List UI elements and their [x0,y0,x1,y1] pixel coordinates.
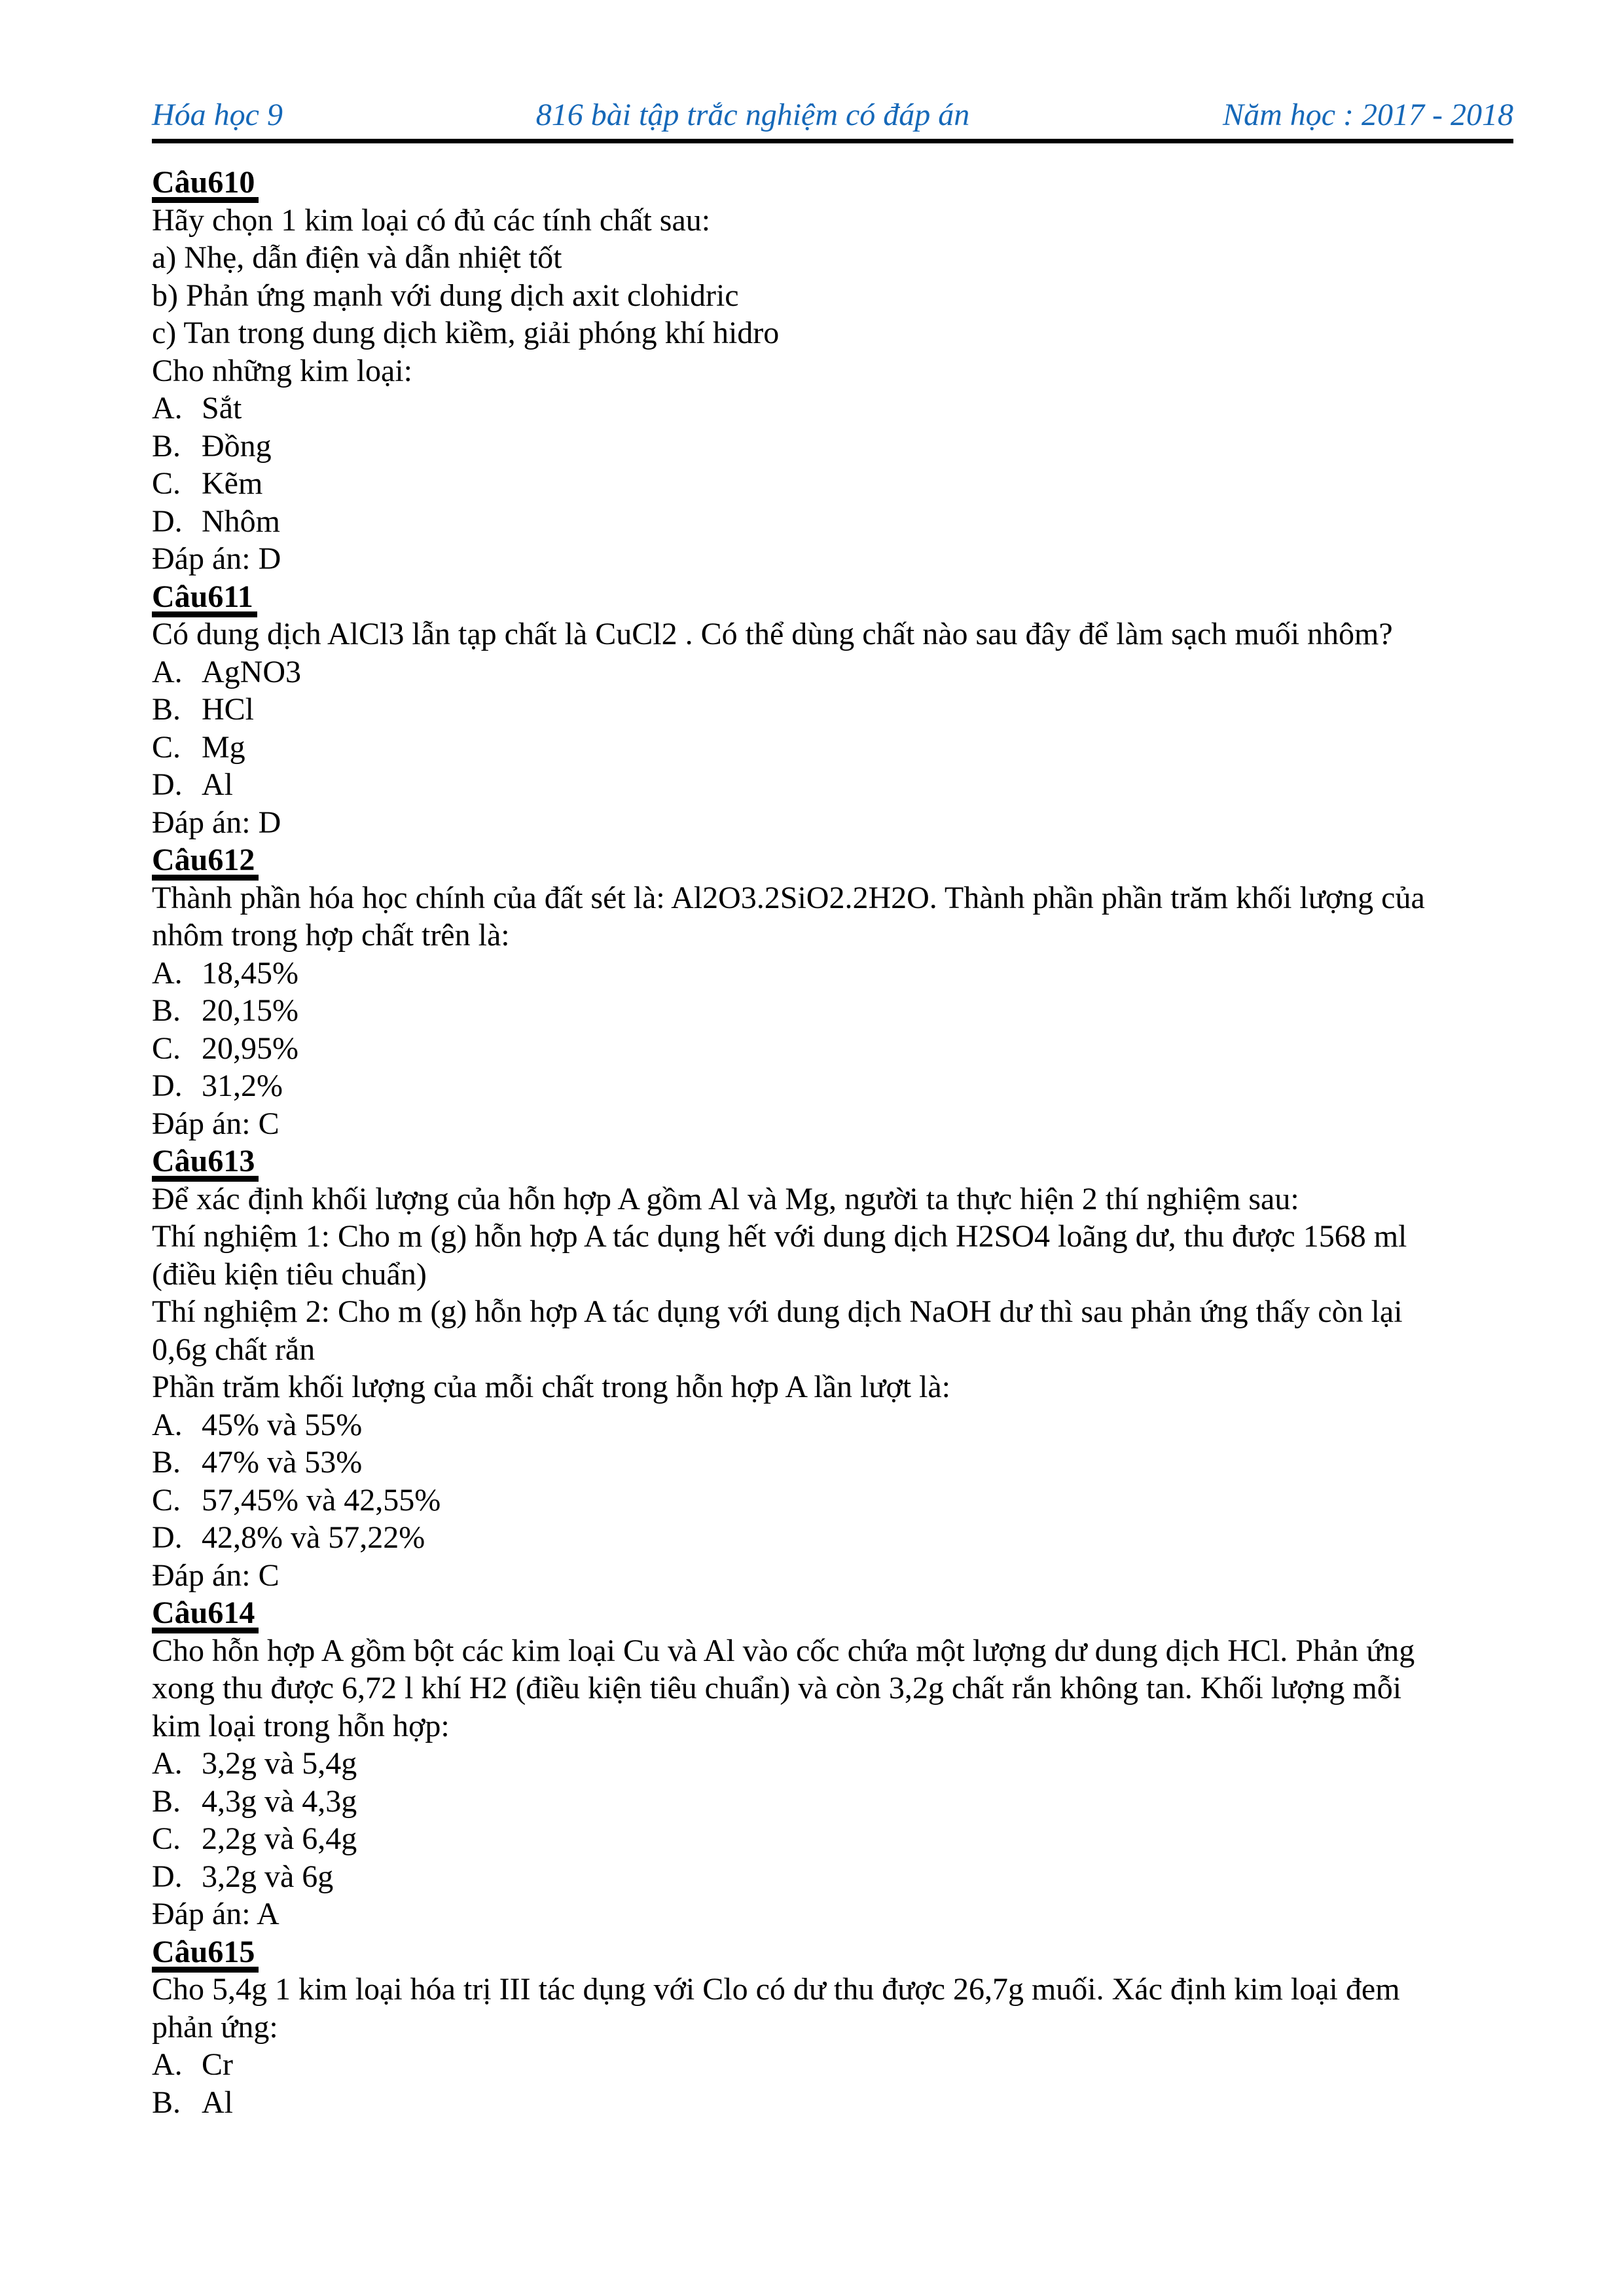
page-header [152,0,1513,132]
answer-line: Đáp án: C [152,1558,280,1593]
question-line: xong thu được 6,72 l khí H2 (điều kiện tiêu chuẩn) và còn 3,2g chất rắn không tan. Khối lượng mỗi [152,1671,1402,1705]
question-number: Câu612 [152,841,259,881]
option-label: D. [152,503,183,539]
option-row [152,2046,1513,2084]
option-label: C. [152,1821,181,1856]
option-label: A. [152,1407,183,1442]
option-row [152,503,1513,541]
answer-line: Đáp án: D [152,805,281,840]
option-text: 20,15% [202,993,298,1028]
option-label: B. [152,1445,181,1480]
document-body [152,164,1513,2121]
option-row [152,465,1513,503]
option-label: A. [152,2047,183,2082]
question-line: Thí nghiệm 2: Cho m (g) hỗn hợp A tác dụng với dung dịch NaOH dư thì sau phản ứng thấy còn lại [152,1294,1403,1329]
option-row [152,729,1513,767]
question-line: 0,6g chất rắn [152,1332,316,1367]
option-text: 47% và 53% [202,1445,363,1480]
option-label: A. [152,391,183,426]
question-block [152,1594,1513,1933]
option-text: 18,45% [202,955,298,991]
option-row [152,1858,1513,1896]
question-block [152,164,1513,578]
option-row [152,766,1513,804]
question-line: c) Tan trong dung dịch kiềm, giải phóng khí hidro [152,316,780,350]
option-row [152,1067,1513,1105]
question-number: Câu611 [152,578,257,617]
option-row [152,1820,1513,1858]
option-text: HCl [202,692,255,727]
question-number: Câu613 [152,1142,259,1182]
header-title: 816 bài tập trắc nghiệm có đáp án [535,98,970,132]
option-text: AgNO3 [202,654,301,689]
option-label: A. [152,654,183,689]
option-label: C. [152,729,181,765]
option-row [152,2084,1513,2122]
option-label: A. [152,1746,183,1781]
answer-line: Đáp án: A [152,1897,280,1931]
question-line: Để xác định khối lượng của hỗn hợp A gồm Al và Mg, người ta thực hiện 2 thí nghiệm sau: [152,1181,1299,1216]
option-row [152,1030,1513,1068]
option-text: 20,95% [202,1030,298,1066]
option-label: B. [152,2085,181,2120]
option-row [152,1406,1513,1444]
option-text: 42,8% và 57,22% [202,1520,425,1555]
option-text: Al [202,2085,233,2120]
option-text: Đồng [202,428,272,464]
option-label: B. [152,692,181,727]
question-line: Có dung dịch AlCl3 lẫn tạp chất là CuCl2 . Có thể dùng chất nào sau đây để làm sạch muối nhôm? [152,617,1393,651]
option-row [152,992,1513,1030]
question-block [152,841,1513,1142]
question-line: Thí nghiệm 1: Cho m (g) hỗn hợp A tác dụng hết với dung dịch H2SO4 loãng dư, thu được 1568 ml [152,1219,1407,1254]
question-heading [152,578,1513,616]
question-block [152,578,1513,842]
option-label: D. [152,767,183,802]
option-label: D. [152,1859,183,1894]
option-row [152,428,1513,465]
option-text: Mg [202,729,245,765]
question-block [152,1142,1513,1594]
option-text: Cr [202,2047,233,2082]
question-line: Thành phần hóa học chính của đất sét là: Al2O3.2SiO2.2H2O. Thành phần phần trăm khối lượng của [152,880,1425,915]
option-text: Sắt [202,391,242,426]
question-block [152,1933,1513,2122]
option-text: 2,2g và 6,4g [202,1821,357,1856]
question-line: nhôm trong hợp chất trên là: [152,918,510,953]
question-number: Câu614 [152,1594,259,1633]
option-row [152,1745,1513,1783]
option-text: 3,2g và 5,4g [202,1746,357,1781]
option-label: B. [152,1783,181,1819]
question-heading [152,1142,1513,1180]
question-line: a) Nhẹ, dẫn điện và dẫn nhiệt tốt [152,240,562,275]
answer-line: Đáp án: C [152,1106,280,1141]
header-school-year: Năm học : 2017 - 2018 [1223,98,1513,132]
option-text: 45% và 55% [202,1407,363,1442]
option-row [152,955,1513,993]
question-line: Cho hỗn hợp A gồm bột các kim loại Cu và Al vào cốc chứa một lượng dư dung dịch HCl. Phản ứng [152,1633,1415,1668]
option-text: 57,45% và 42,55% [202,1482,441,1518]
question-line: Cho 5,4g 1 kim loại hóa trị III tác dụng với Clo có dư thu được 26,7g muối. Xác định kim loại đem [152,1972,1400,2007]
question-line: Phần trăm khối lượng của mỗi chất trong hỗn hợp A lần lượt là: [152,1370,951,1404]
question-line: b) Phản ứng mạnh với dung dịch axit clohidric [152,278,739,313]
header-rule [152,139,1513,143]
option-label: C. [152,466,181,501]
option-row [152,390,1513,428]
question-heading [152,1594,1513,1632]
question-line: kim loại trong hỗn hợp: [152,1708,450,1743]
option-text: 31,2% [202,1068,283,1103]
option-row [152,1444,1513,1482]
option-text: Al [202,767,233,802]
question-line: phản ứng: [152,2009,278,2045]
option-label: D. [152,1520,183,1555]
option-label: B. [152,993,181,1028]
question-number: Câu615 [152,1933,259,1973]
question-line: (điều kiện tiêu chuẩn) [152,1256,427,1292]
option-text: Nhôm [202,503,280,539]
option-label: A. [152,955,183,991]
question-line: Cho những kim loại: [152,353,413,388]
question-line: Hãy chọn 1 kim loại có đủ các tính chất sau: [152,202,711,238]
question-heading [152,1933,1513,1971]
page-content [152,0,1513,2121]
question-heading [152,164,1513,202]
option-label: C. [152,1030,181,1066]
option-label: C. [152,1482,181,1518]
option-row [152,691,1513,729]
header-subject: Hóa học 9 [152,98,283,132]
option-text: Kẽm [202,466,263,501]
option-row [152,653,1513,691]
option-label: B. [152,428,181,464]
question-number: Câu610 [152,164,259,203]
option-row [152,1519,1513,1557]
option-text: 4,3g và 4,3g [202,1783,357,1819]
answer-line: Đáp án: D [152,541,281,576]
question-heading [152,841,1513,879]
option-label: D. [152,1068,183,1103]
option-row [152,1482,1513,1520]
option-text: 3,2g và 6g [202,1859,334,1894]
option-row [152,1783,1513,1821]
